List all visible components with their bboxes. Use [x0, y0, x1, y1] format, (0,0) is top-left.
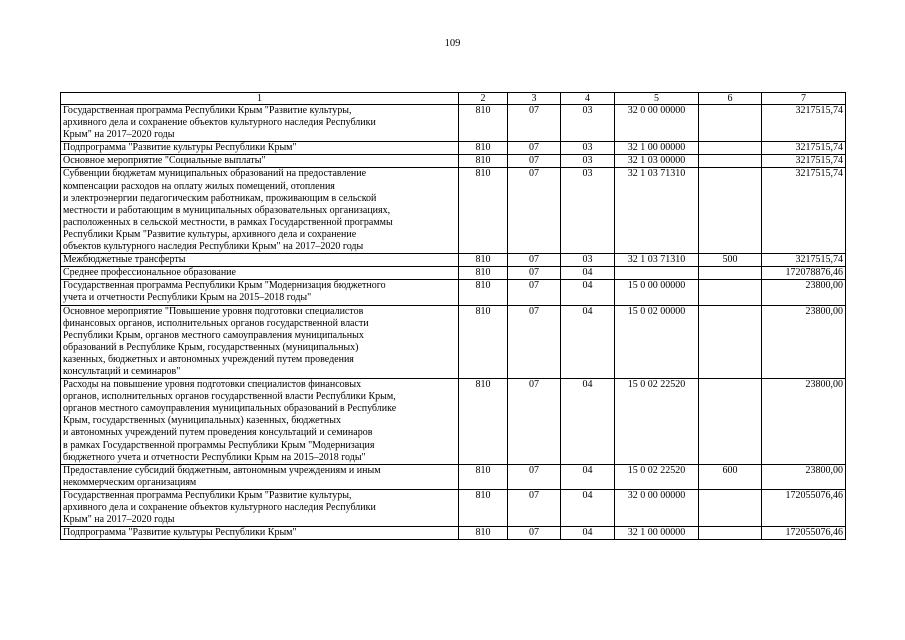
section-code-cell: 07 — [508, 527, 561, 540]
amount-cell: 172055076,46 — [762, 489, 846, 526]
row-name-cell: Основное мероприятие "Повышение уровня подготовки специалистов финансовых органов, исполнительных органов государственной власти Республики Крым, органов местного самоуправления муниципальных образований в Республике Крым, государственных (муниципальных) казенных, бюджетных и автономных учреждений путем проведения консультаций и семинаров" — [61, 305, 459, 379]
ministry-code-cell: 810 — [459, 155, 508, 168]
target-article-cell: 15 0 02 00000 — [615, 305, 699, 379]
expense-type-cell — [699, 155, 762, 168]
target-article-cell: 32 1 03 00000 — [615, 155, 699, 168]
amount-cell: 23800,00 — [762, 464, 846, 489]
row-name-cell: Межбюджетные трансферты — [61, 254, 459, 267]
ministry-code-cell: 810 — [459, 267, 508, 280]
target-article-cell: 15 0 00 00000 — [615, 280, 699, 305]
target-article-cell: 15 0 02 22520 — [615, 464, 699, 489]
row-name-cell: Государственная программа Республики Крым "Модернизация бюджетного учета и отчетности Республики Крым на 2015–2018 годы" — [61, 280, 459, 305]
ministry-code-cell: 810 — [459, 168, 508, 254]
expense-type-cell — [699, 280, 762, 305]
target-article-cell — [615, 267, 699, 280]
expense-type-cell — [699, 489, 762, 526]
expense-type-cell — [699, 379, 762, 465]
ministry-code-cell: 810 — [459, 305, 508, 379]
column-header: 6 — [699, 93, 762, 105]
section-code-cell: 07 — [508, 267, 561, 280]
amount-cell: 3217515,74 — [762, 168, 846, 254]
ministry-code-cell: 810 — [459, 142, 508, 155]
subsection-code-cell: 04 — [561, 527, 615, 540]
row-name-cell: Среднее профессиональное образование — [61, 267, 459, 280]
subsection-code-cell: 03 — [561, 254, 615, 267]
table-row — [61, 155, 846, 168]
subsection-code-cell: 03 — [561, 105, 615, 142]
subsection-code-cell: 03 — [561, 168, 615, 254]
amount-cell: 3217515,74 — [762, 254, 846, 267]
table-row — [61, 168, 846, 254]
section-code-cell: 07 — [508, 168, 561, 254]
amount-cell: 3217515,74 — [762, 105, 846, 142]
expense-type-cell: 500 — [699, 254, 762, 267]
ministry-code-cell: 810 — [459, 105, 508, 142]
amount-cell: 3217515,74 — [762, 155, 846, 168]
section-code-cell: 07 — [508, 489, 561, 526]
subsection-code-cell: 04 — [561, 464, 615, 489]
table-body — [61, 105, 846, 540]
ministry-code-cell: 810 — [459, 527, 508, 540]
table-row — [61, 305, 846, 379]
section-code-cell: 07 — [508, 379, 561, 465]
ministry-code-cell: 810 — [459, 379, 508, 465]
page-number: 109 — [444, 38, 461, 49]
target-article-cell: 32 1 03 71310 — [615, 254, 699, 267]
target-article-cell: 32 1 03 71310 — [615, 168, 699, 254]
expense-type-cell — [699, 142, 762, 155]
expense-type-cell — [699, 527, 762, 540]
section-code-cell: 07 — [508, 464, 561, 489]
subsection-code-cell: 03 — [561, 155, 615, 168]
expense-type-cell — [699, 168, 762, 254]
ministry-code-cell: 810 — [459, 254, 508, 267]
table-row — [61, 464, 846, 489]
column-header: 2 — [459, 93, 508, 105]
expense-type-cell — [699, 305, 762, 379]
column-header: 3 — [508, 93, 561, 105]
ministry-code-cell: 810 — [459, 489, 508, 526]
table-row — [61, 254, 846, 267]
target-article-cell: 32 1 00 00000 — [615, 527, 699, 540]
row-name-cell: Субвенции бюджетам муниципальных образований на предоставление компенсации расходов на оплату жилых помещений, отопления и электроэнергии педагогическим работникам, проживающим в сельской местности и работающим в муниципальных образовательных организациях, расположенных в сельской местности, в рамках Государственной программы Республики Крым "Развитие культуры, архивного дела и сохранение объектов культурного наследия Республики Крым" на 2017–2020 годы — [61, 168, 459, 254]
row-name-cell: Подпрограмма "Развитие культуры Республики Крым" — [61, 527, 459, 540]
header-row — [61, 93, 846, 105]
row-name-cell: Подпрограмма "Развитие культуры Республики Крым" — [61, 142, 459, 155]
table-row — [61, 142, 846, 155]
target-article-cell: 32 1 00 00000 — [615, 142, 699, 155]
table-row — [61, 527, 846, 540]
table-row — [61, 267, 846, 280]
section-code-cell: 07 — [508, 254, 561, 267]
amount-cell: 23800,00 — [762, 280, 846, 305]
subsection-code-cell: 03 — [561, 142, 615, 155]
section-code-cell: 07 — [508, 155, 561, 168]
section-code-cell: 07 — [508, 142, 561, 155]
subsection-code-cell: 04 — [561, 280, 615, 305]
table-row — [61, 489, 846, 526]
target-article-cell: 32 0 00 00000 — [615, 105, 699, 142]
subsection-code-cell: 04 — [561, 379, 615, 465]
subsection-code-cell: 04 — [561, 489, 615, 526]
section-code-cell: 07 — [508, 105, 561, 142]
ministry-code-cell: 810 — [459, 464, 508, 489]
table-row — [61, 105, 846, 142]
row-name-cell: Государственная программа Республики Крым "Развитие культуры, архивного дела и сохранение объектов культурного наследия Республики Крым" на 2017–2020 годы — [61, 105, 459, 142]
subsection-code-cell: 04 — [561, 267, 615, 280]
row-name-cell: Основное мероприятие "Социальные выплаты" — [61, 155, 459, 168]
subsection-code-cell: 04 — [561, 305, 615, 379]
expense-type-cell — [699, 267, 762, 280]
target-article-cell: 15 0 02 22520 — [615, 379, 699, 465]
amount-cell: 23800,00 — [762, 305, 846, 379]
table-row — [61, 280, 846, 305]
expense-type-cell: 600 — [699, 464, 762, 489]
column-header: 5 — [615, 93, 699, 105]
row-name-cell: Предоставление субсидий бюджетным, автономным учреждениям и иным некоммерческим организациям — [61, 464, 459, 489]
row-name-cell: Расходы на повышение уровня подготовки специалистов финансовых органов, исполнительных органов государственной власти Республики Крым, органов местного самоуправления муниципальных образований в Республике Крым, государственных (муниципальных) казенных, бюджетных и автономных учреждений путем проведения консультаций и семинаров в рамках Государственной программы Республики Крым "Модернизация бюджетного учета и отчетности Республики Крым на 2015–2018 годы" — [61, 379, 459, 465]
column-header: 4 — [561, 93, 615, 105]
target-article-cell: 32 0 00 00000 — [615, 489, 699, 526]
budget-table — [60, 92, 846, 540]
section-code-cell: 07 — [508, 305, 561, 379]
section-code-cell: 07 — [508, 280, 561, 305]
column-header: 7 — [762, 93, 846, 105]
amount-cell: 23800,00 — [762, 379, 846, 465]
expense-type-cell — [699, 105, 762, 142]
table-row — [61, 379, 846, 465]
ministry-code-cell: 810 — [459, 280, 508, 305]
row-name-cell: Государственная программа Республики Крым "Развитие культуры, архивного дела и сохранение объектов культурного наследия Республики Крым" на 2017–2020 годы — [61, 489, 459, 526]
amount-cell: 3217515,74 — [762, 142, 846, 155]
amount-cell: 172078876,46 — [762, 267, 846, 280]
amount-cell: 172055076,46 — [762, 527, 846, 540]
column-header: 1 — [61, 93, 459, 105]
